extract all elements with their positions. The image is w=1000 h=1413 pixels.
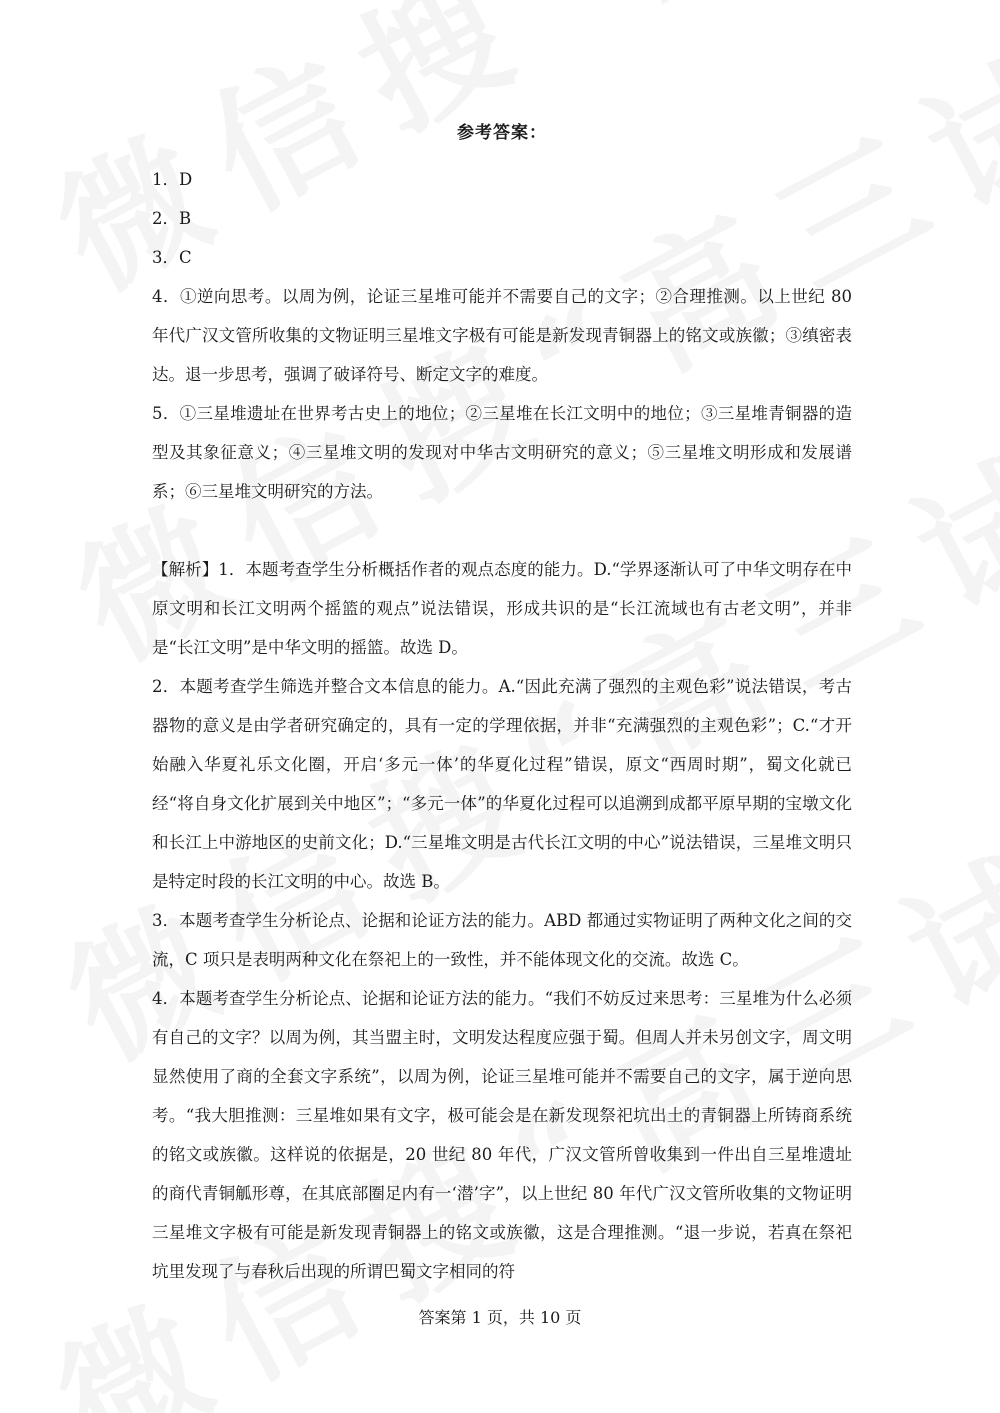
answer-item: 5．①三星堆遗址在世界考古史上的地位；②三星堆在长江文明中的地位；③三星堆青铜器的造型及其象征意义；④三星堆文明的发现对中华古文明研究的意义；⑤三星堆文明形成和发展谱系；⑥三星堆文明研究的方法。 [152,404,852,501]
analysis-paragraph: 【解析】1．本题考查学生分析概括作者的观点态度的能力。D.“学界逐渐认可了中华文明存在中原文明和长江文明两个摇篮的观点”说法错误，形成共识的是“长江流域也有古老文明”，并非是“长江文明”是中华文明的摇篮。故选 D。 [152,560,852,657]
page-title: 参考答案： [457,123,547,143]
document-body [152,120,852,1291]
analysis-paragraph: 4．本题考查学生分析论点、论据和论证方法的能力。“我们不妨反过来思考：三星堆为什么必须有自己的文字？以周为例，其当盟主时，文明发达程度应强于蜀。但周人并未另创文字，周文明显然使用了商的全套文字系统”，以周为例，论证三星堆可能并不需要自己的文字，属于逆向思考。“我大胆推测：三星堆如果有文字，极可能会是在新发现祭祀坑出土的青铜器上所铸商系统的铭文或族徽。这样说的依据是，20 世纪 80 年代，广汉文管所曾收集到一件出自三星堆遗址的商代青铜觚形尊，在其底部圈足内有一‘潜’字”，以上世纪 80 年代广汉文管所收集的文物证明三星堆文字极有可能是新发现青铜器上的铭文或族徽，这是合理推测。“退一步说，若真在祭祀坑里发现了与春秋后出现的所谓巴蜀文字相同的符 [152,989,852,1281]
answer-item: 3．C [152,248,192,267]
page-footer: 答案第 1 页，共 10 页 [418,1308,582,1327]
answer-item: 4．①逆向思考。以周为例，论证三星堆可能并不需要自己的文字；②合理推测。以上世纪 80 年代广汉文管所收集的文物证明三星堆文字极有可能是新发现青铜器上的铭文或族徽；③缜密表达。退一步思考，强调了破译符号、断定文字的难度。 [152,287,852,384]
analysis-paragraph: 3．本题考查学生分析论点、论据和论证方法的能力。ABD 都通过实物证明了两种文化之间的交流，C 项只是表明两种文化在祭祀上的一致性，并不能体现文化的交流。故选 C。 [152,911,852,969]
section-gap [152,511,852,550]
answer-item: 1．D [152,170,193,189]
analysis-paragraph: 2．本题考查学生筛选并整合文本信息的能力。A.“因此充满了强烈的主观色彩”说法错误，考古器物的意义是由学者研究确定的，具有一定的学理依据，并非“充满强烈的主观色彩”；C.“才开始融入华夏礼乐文化圈，开启‘多元一体’的华夏化过程”错误，原文“西周时期”，蜀文化就已经“将自身文化扩展到关中地区”；“多元一体”的华夏化过程可以追溯到成都平原早期的宝墩文化和长江上中游地区的史前文化；D.“三星堆文明是古代长江文明的中心”说法错误，三星堆文明只是特定时段的长江文明的中心。故选 B。 [152,677,852,891]
answer-item: 2．B [152,209,192,228]
